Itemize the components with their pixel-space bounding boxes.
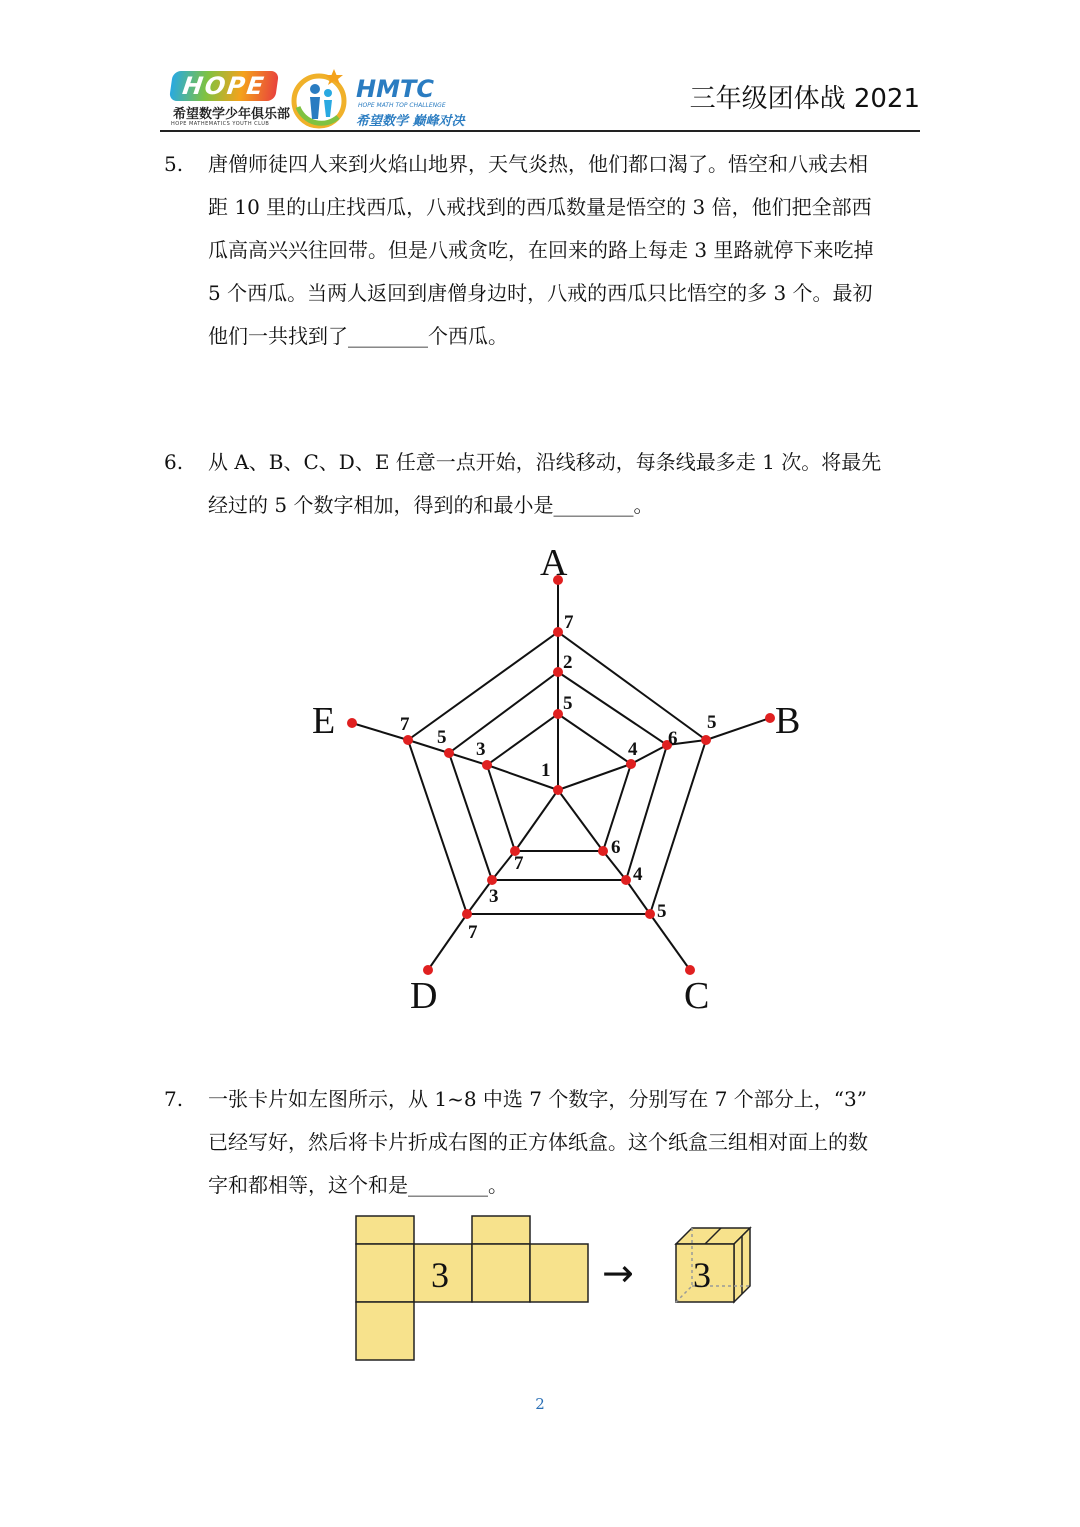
pentagon-figure xyxy=(300,535,820,1025)
arrow-icon: → xyxy=(602,1251,634,1295)
cube-net-figure xyxy=(350,1210,760,1365)
question-line: 唐僧师徒四人来到火焰山地界，天气炎热，他们都口渴了。悟空和八戒去相 xyxy=(208,152,868,176)
question-5 xyxy=(160,143,920,358)
question-line: 距 10 里的山庄找西瓜，八戒找到的西瓜数量是悟空的 3 倍，他们把全部西 xyxy=(208,195,872,219)
node-number: 3 xyxy=(476,739,486,760)
point-label-b: B xyxy=(775,700,801,742)
question-number: 6. xyxy=(164,450,184,474)
hmtc-logo-word: HMTC xyxy=(356,75,434,103)
net-face-mid-right xyxy=(472,1244,530,1302)
net-face-label: 3 xyxy=(431,1255,449,1295)
question-line: 经过的 5 个数字相加，得到的和最小是________。 xyxy=(208,493,654,517)
node-number: 5 xyxy=(437,727,447,748)
cube-drawing xyxy=(676,1228,750,1302)
header-divider xyxy=(160,130,920,132)
pentagon-lines xyxy=(352,580,770,970)
net-face-bottom xyxy=(356,1302,414,1360)
net-face-end xyxy=(530,1244,588,1302)
node-number: 5 xyxy=(707,712,717,733)
cube-net xyxy=(356,1216,588,1360)
point-label-c: C xyxy=(684,975,710,1017)
question-line: 从 A、B、C、D、E 任意一点开始，沿线移动，每条线最多走 1 次。将最先 xyxy=(208,450,882,474)
center-number: 1 xyxy=(541,760,551,781)
hmtc-logo-en: HOPE MATH TOP CHALLENGE xyxy=(358,102,446,109)
question-line: 瓜高高兴兴往回带。但是八戒贪吃，在回来的路上每走 3 里路就停下来吃掉 xyxy=(208,238,874,262)
hope-logo-word: HOPE xyxy=(169,71,279,101)
point-label-d: D xyxy=(410,975,438,1017)
node-number: 6 xyxy=(611,837,621,858)
node-number: 2 xyxy=(563,652,573,673)
question-line: 一张卡片如左图所示，从 1~8 中选 7 个数字，分别写在 7 个部分上，“3” xyxy=(208,1087,867,1111)
node-number: 7 xyxy=(564,612,574,633)
node-number: 3 xyxy=(489,886,499,907)
net-face-left xyxy=(356,1244,414,1302)
point-label-e: E xyxy=(312,700,336,742)
cube-face-label: 3 xyxy=(693,1255,711,1295)
question-line: 他们一共找到了________个西瓜。 xyxy=(208,324,508,348)
net-face-top-right xyxy=(472,1216,530,1244)
node-number: 5 xyxy=(563,693,573,714)
node-number: 7 xyxy=(514,853,524,874)
hope-logo-en: HOPE MATHEMATICS YOUTH CLUB xyxy=(171,121,270,127)
node-number: 5 xyxy=(657,901,667,922)
point-label-a: A xyxy=(540,542,568,584)
question-line: 已经写好，然后将卡片折成右图的正方体纸盒。这个纸盒三组相对面上的数 xyxy=(208,1130,868,1154)
hope-logo xyxy=(165,65,291,130)
question-number: 7. xyxy=(164,1087,184,1111)
hmtc-logo-cn: 希望数学 巅峰对决 xyxy=(356,114,465,129)
question-line: 5 个西瓜。当两人返回到唐僧身边时，八戒的西瓜只比悟空的多 3 个。最初 xyxy=(208,281,873,305)
node-number: 4 xyxy=(633,864,643,885)
net-face-top-left xyxy=(356,1216,414,1244)
node-number: 6 xyxy=(668,728,678,749)
node-number: 7 xyxy=(468,922,478,943)
node-number: 7 xyxy=(400,714,410,735)
hmtc-logo xyxy=(288,65,468,130)
question-number: 5. xyxy=(164,152,184,176)
page-title: 三年级团体战 2021 xyxy=(689,84,920,114)
hmtc-figure-icon xyxy=(288,67,350,129)
page-number: 2 xyxy=(535,1395,545,1413)
question-7 xyxy=(160,1078,920,1207)
question-line: 字和都相等，这个和是________。 xyxy=(208,1173,508,1197)
node-number: 4 xyxy=(628,739,638,760)
page-header xyxy=(160,60,920,132)
question-6 xyxy=(160,441,920,527)
hope-logo-cn: 希望数学少年俱乐部 xyxy=(173,107,291,122)
